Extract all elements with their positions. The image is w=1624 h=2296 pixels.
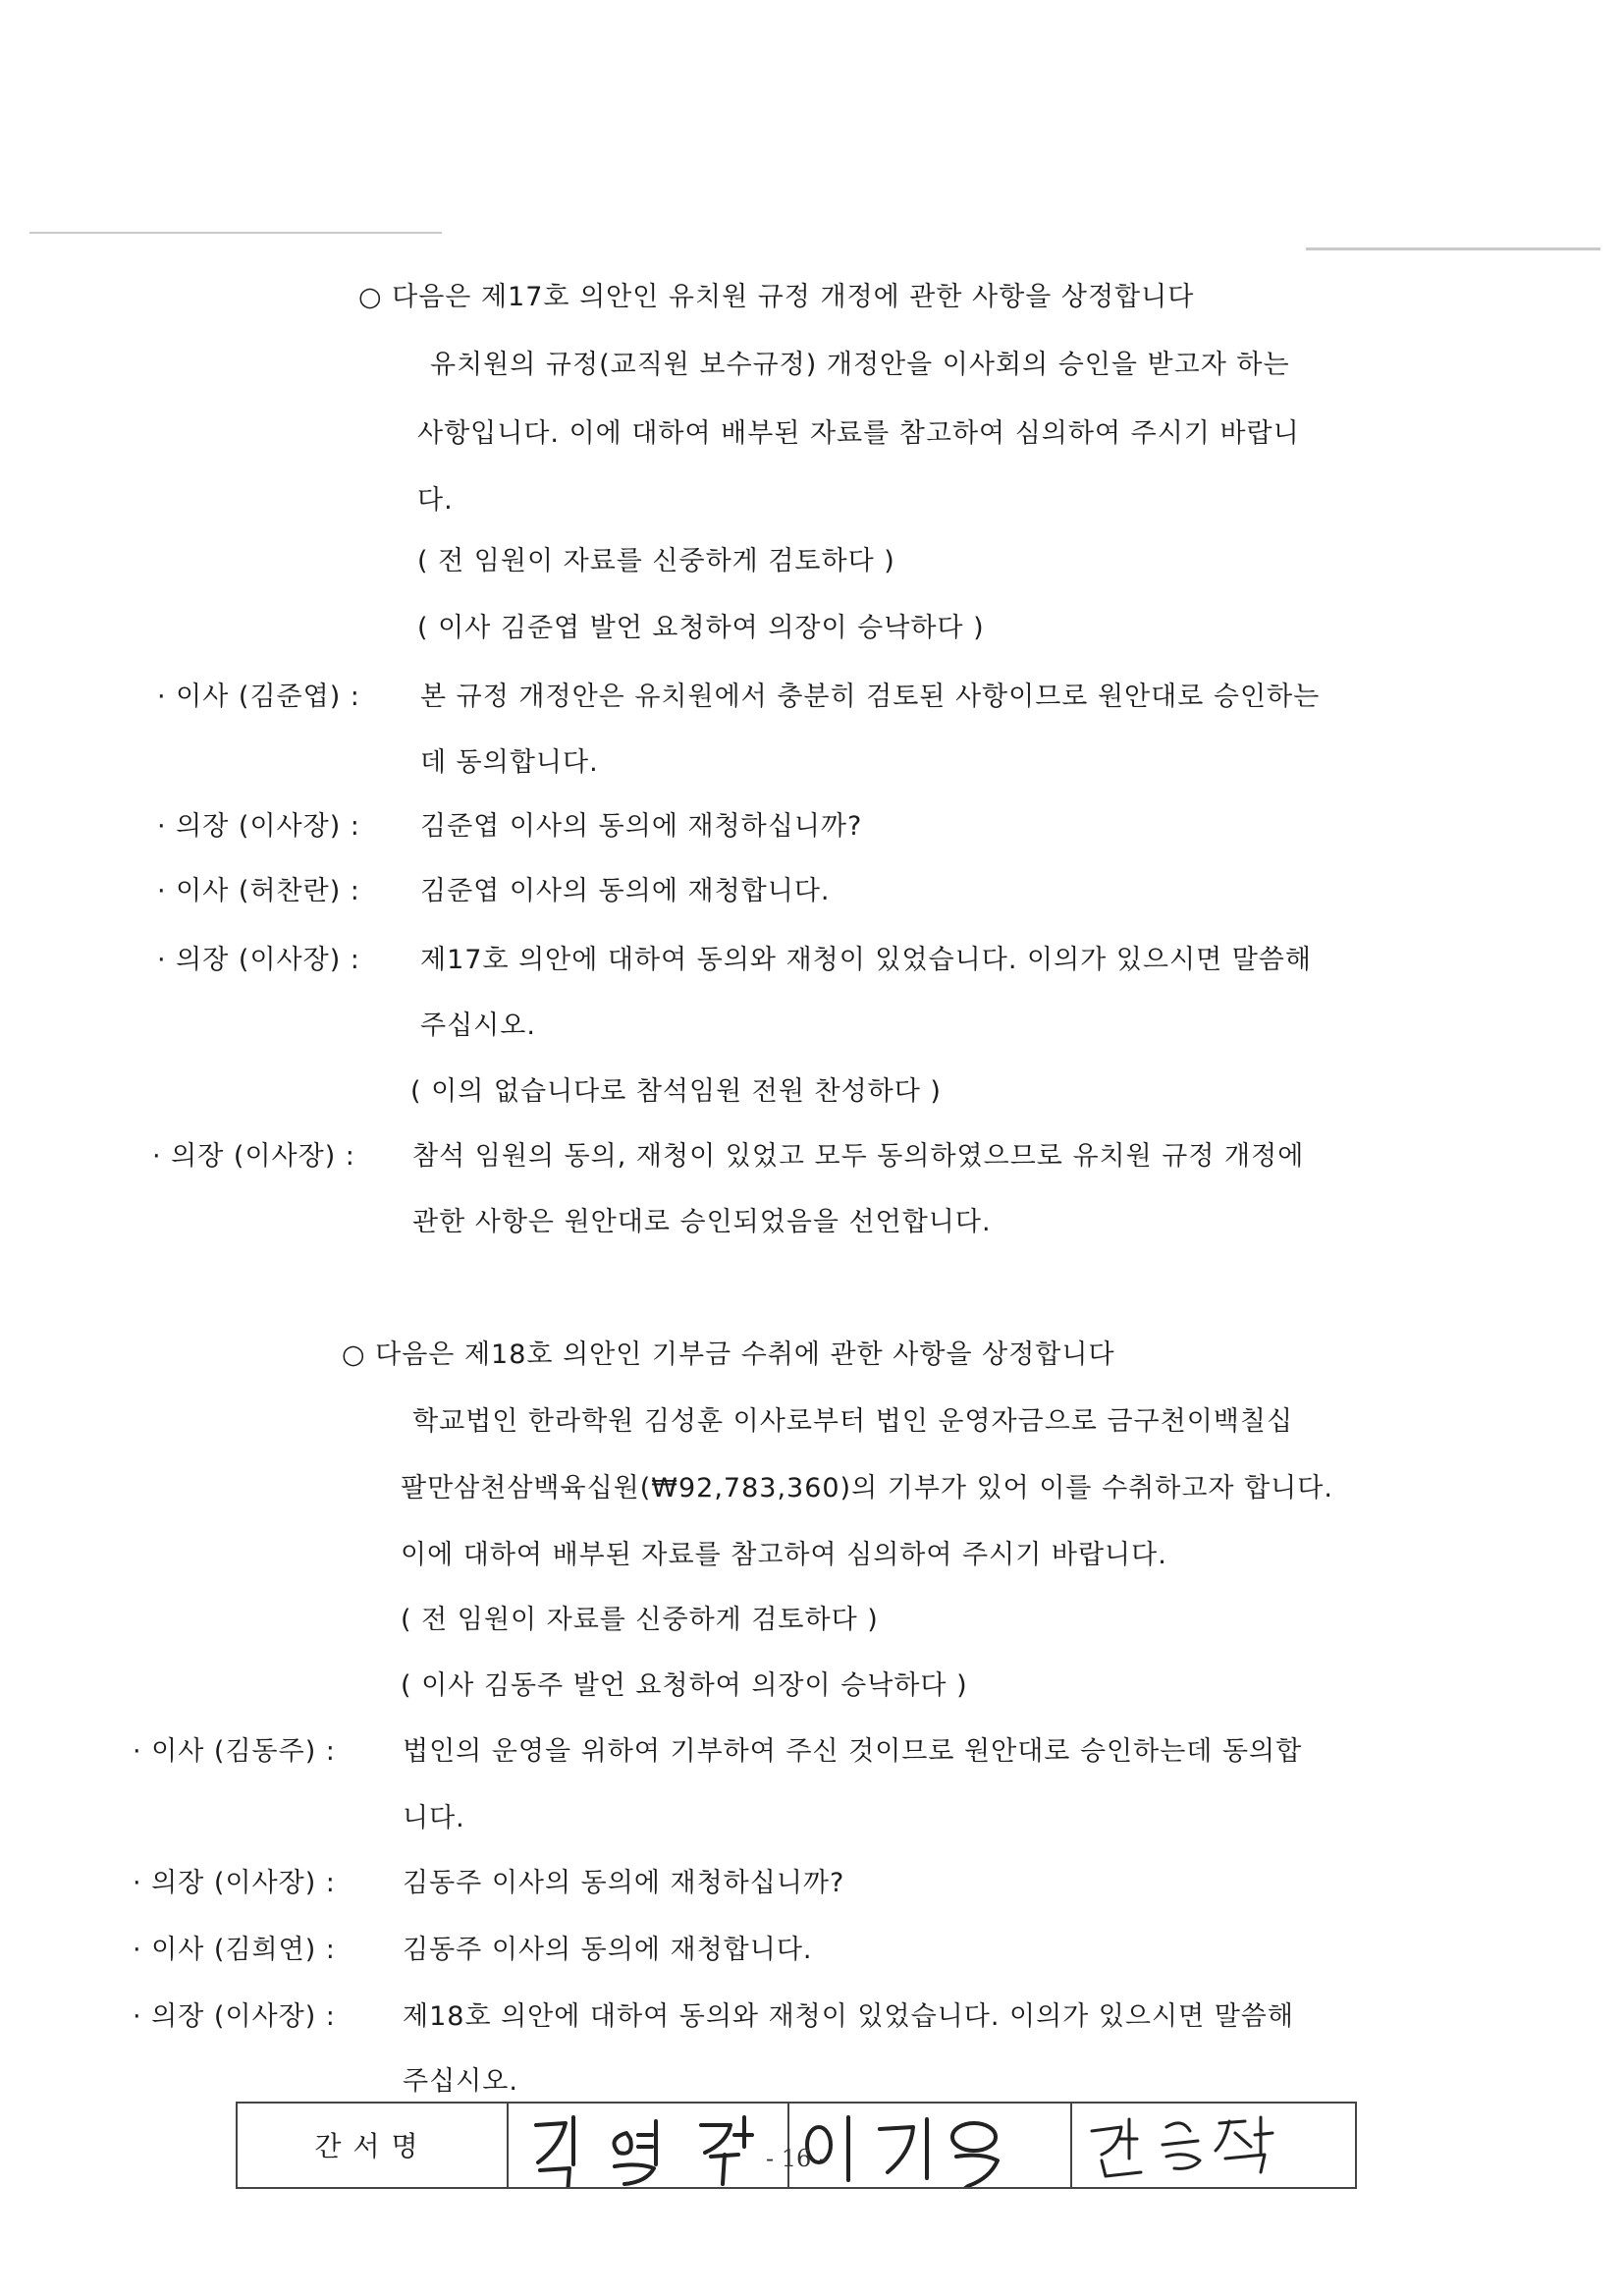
statement-line: 니다. <box>403 1803 465 1833</box>
agenda-17-note: ( 전 임원이 자료를 신중하게 검토하다 ) <box>417 546 895 576</box>
agenda-18-heading: ○ 다음은 제18호 의안인 기부금 수취에 관한 사항을 상정합니다 <box>342 1339 1115 1370</box>
agenda-18-body-line: 팔만삼천삼백육십원(₩92,783,360)의 기부가 있어 이를 수취하고자 합니다. <box>401 1473 1333 1503</box>
statement-line: 주십시오. <box>420 1011 536 1041</box>
statement-line: 참석 임원의 동의, 재청이 있었고 모두 동의하였으므로 유치원 규정 개정에 <box>412 1141 1305 1172</box>
speaker-label: · 의장 (이사장) : <box>157 811 360 842</box>
statement-line: 법인의 운영을 위하여 기부하여 주신 것이므로 원안대로 승인하는데 동의합 <box>403 1736 1303 1767</box>
agenda-17-body-line: 유치원의 규정(교직원 보수규정) 개정안을 이사회의 승인을 받고자 하는 <box>430 350 1290 380</box>
statement-line: 김동주 이사의 동의에 재청하십니까? <box>403 1868 845 1898</box>
agenda-17-body-line: 사항입니다. 이에 대하여 배부된 자료를 참고하여 심의하여 주시기 바랍니 <box>417 418 1300 449</box>
agenda-18-note: ( 이사 김동주 발언 요청하여 의장이 승낙하다 ) <box>401 1670 968 1701</box>
statement-line: 김동주 이사의 동의에 재청합니다. <box>403 1935 813 1965</box>
statement-line: 김준엽 이사의 동의에 재청합니다. <box>420 876 831 906</box>
statement-line: 제17호 의안에 대하여 동의와 재청이 있었습니다. 이의가 있으시면 말씀해 <box>420 945 1312 975</box>
page-number: - 16 - <box>765 2145 827 2172</box>
speaker-label: · 의장 (이사장) : <box>133 1868 336 1898</box>
speaker-label: · 이사 (허찬란) : <box>157 876 360 906</box>
handwritten-signature <box>1072 2104 1355 2187</box>
agenda-17-note: ( 이의 없습니다로 참석임원 전원 찬성하다 ) <box>410 1076 942 1107</box>
agenda-18-body-line: 학교법인 한라학원 김성훈 이사로부터 법인 운영자금으로 금구천이백칠십 <box>412 1406 1294 1437</box>
agenda-17-note: ( 이사 김준엽 발언 요청하여 의장이 승낙하다 ) <box>417 613 985 643</box>
agenda-17-body-line: 다. <box>417 485 454 516</box>
signature-label-cell <box>238 2104 507 2187</box>
speaker-label: · 의장 (이사장) : <box>157 945 360 975</box>
scan-mark <box>29 232 442 234</box>
speaker-label: · 이사 (김동주) : <box>133 1736 336 1767</box>
speaker-label: · 의장 (이사장) : <box>152 1141 355 1172</box>
statement-line: 데 동의합니다. <box>420 747 599 778</box>
statement-line: 김준엽 이사의 동의에 재청하십니까? <box>420 811 863 842</box>
statement-line: 제18호 의안에 대하여 동의와 재청이 있었습니다. 이의가 있으시면 말씀해 <box>403 2001 1294 2032</box>
speaker-label: · 이사 (김준엽) : <box>157 682 360 712</box>
statement-line: 본 규정 개정안은 유치원에서 충분히 검토된 사항이므로 원안대로 승인하는 <box>420 682 1321 712</box>
statement-line: 관한 사항은 원안대로 승인되었음을 선언합니다. <box>412 1207 992 1237</box>
signature-label: 간서명 <box>314 2130 430 2162</box>
speaker-label: · 의장 (이사장) : <box>133 2001 336 2032</box>
statement-line: 주십시오. <box>403 2066 518 2097</box>
agenda-18-body-line: 이에 대하여 배부된 자료를 참고하여 심의하여 주시기 바랍니다. <box>401 1540 1167 1570</box>
scan-mark <box>1306 247 1600 250</box>
speaker-label: · 이사 (김희연) : <box>133 1935 336 1965</box>
signature-cell <box>1070 2104 1355 2187</box>
agenda-18-note: ( 전 임원이 자료를 신중하게 검토하다 ) <box>401 1605 879 1635</box>
agenda-17-heading: ○ 다음은 제17호 의안인 유치원 규정 개정에 관한 사항을 상정합니다 <box>358 282 1195 312</box>
